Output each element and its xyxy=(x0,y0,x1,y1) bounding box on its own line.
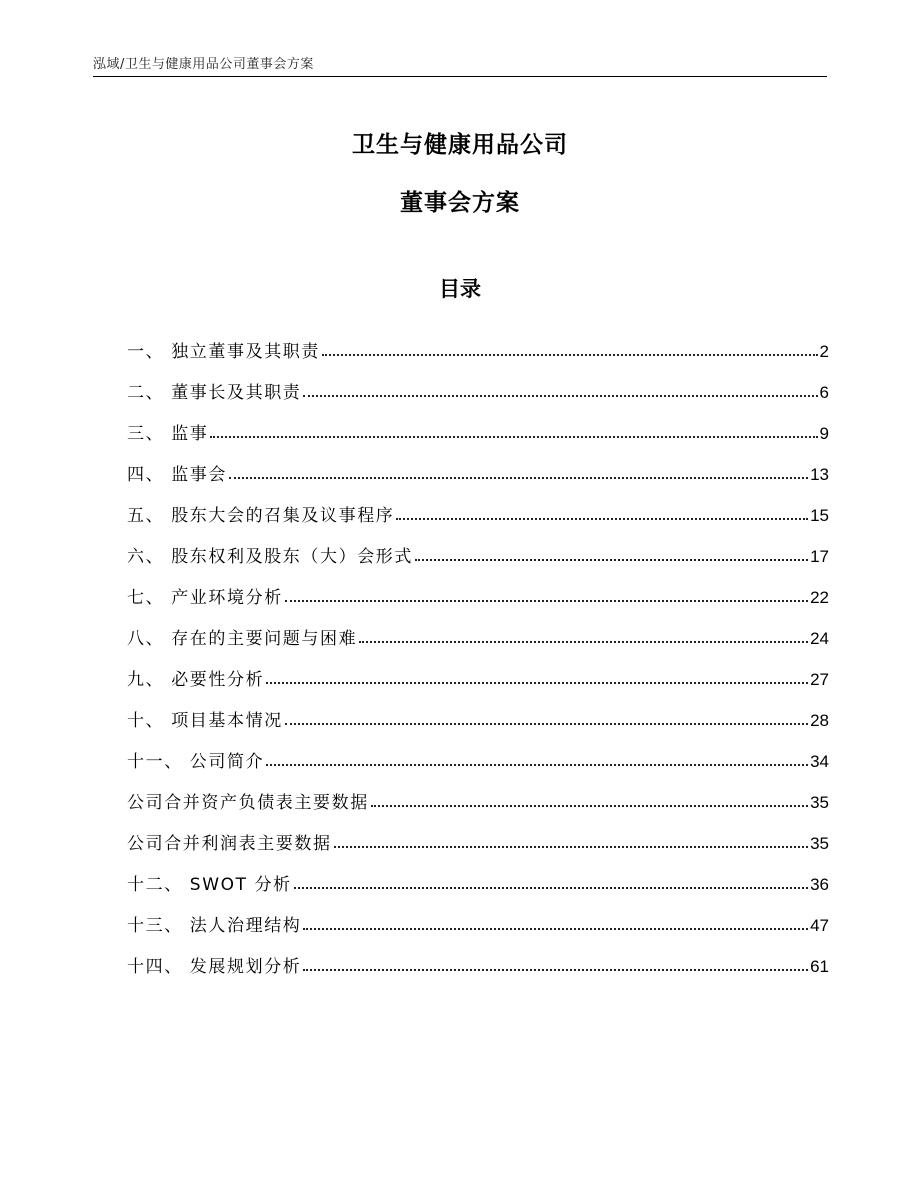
toc-leader-dots xyxy=(294,887,808,889)
toc-leader-dots xyxy=(415,559,808,561)
toc-entry-page: 28 xyxy=(810,711,829,730)
toc-entry-page: 47 xyxy=(810,916,829,935)
document-subtitle: 董事会方案 xyxy=(400,190,520,216)
toc-entry-page: 24 xyxy=(810,629,829,648)
toc-entry[interactable] xyxy=(127,690,829,731)
toc-entry[interactable] xyxy=(127,936,829,977)
toc-entry-page: 35 xyxy=(810,793,829,812)
toc-entry-label: 十一、 公司简介 xyxy=(127,752,265,772)
toc-entry[interactable] xyxy=(127,854,829,895)
toc-entry-label: 公司合并利润表主要数据 xyxy=(127,834,332,854)
toc-leader-dots xyxy=(303,969,808,971)
toc-leader-dots xyxy=(210,436,817,438)
toc-leader-dots xyxy=(285,723,808,725)
header-divider xyxy=(93,76,827,77)
toc-entry-label: 六、 股东权利及股东（大）会形式 xyxy=(127,547,414,567)
toc-entry[interactable] xyxy=(127,526,829,567)
table-of-contents xyxy=(127,321,829,977)
toc-leader-dots xyxy=(359,641,808,643)
toc-entry-label: 七、 产业环境分析 xyxy=(127,588,283,608)
toc-entry-label: 二、 董事长及其职责 xyxy=(127,383,302,403)
toc-leader-dots xyxy=(229,477,808,479)
toc-entry-page: 35 xyxy=(810,834,829,853)
toc-entry-page: 36 xyxy=(810,875,829,894)
toc-entry-label: 十、 项目基本情况 xyxy=(127,711,283,731)
toc-leader-dots xyxy=(303,395,817,397)
toc-entry[interactable] xyxy=(127,649,829,690)
toc-entry-page: 2 xyxy=(819,342,829,361)
toc-entry-page: 27 xyxy=(810,670,829,689)
toc-entry-label: 五、 股东大会的召集及议事程序 xyxy=(127,506,395,526)
toc-entry[interactable] xyxy=(127,731,829,772)
toc-leader-dots xyxy=(303,928,808,930)
document-title: 卫生与健康用品公司 xyxy=(352,132,568,158)
toc-entry[interactable] xyxy=(127,403,829,444)
toc-entry-label: 三、 监事 xyxy=(127,424,209,444)
toc-entry-label: 四、 监事会 xyxy=(127,465,228,485)
toc-entry-page: 9 xyxy=(819,424,829,443)
toc-leader-dots xyxy=(334,846,808,848)
toc-entry-page: 22 xyxy=(810,588,829,607)
toc-entry-page: 6 xyxy=(819,383,829,402)
toc-entry-label: 八、 存在的主要问题与困难 xyxy=(127,629,358,649)
toc-entry[interactable] xyxy=(127,813,829,854)
toc-entry-label: 十二、 SWOT 分析 xyxy=(127,875,292,895)
toc-entry-label: 十四、 发展规划分析 xyxy=(127,957,302,977)
toc-entry-page: 17 xyxy=(810,547,829,566)
toc-entry[interactable] xyxy=(127,895,829,936)
toc-entry-page: 34 xyxy=(810,752,829,771)
running-header: 泓域/卫生与健康用品公司董事会方案 xyxy=(93,57,314,72)
toc-entry[interactable] xyxy=(127,444,829,485)
toc-entry-label: 公司合并资产负债表主要数据 xyxy=(127,793,369,813)
toc-entry-page: 13 xyxy=(810,465,829,484)
toc-entry-page: 15 xyxy=(810,506,829,525)
toc-leader-dots xyxy=(285,600,808,602)
toc-leader-dots xyxy=(266,764,808,766)
toc-leader-dots xyxy=(266,682,808,684)
toc-entry-label: 一、 独立董事及其职责 xyxy=(127,342,321,362)
toc-entry[interactable] xyxy=(127,608,829,649)
toc-entry-label: 十三、 法人治理结构 xyxy=(127,916,302,936)
toc-leader-dots xyxy=(322,354,818,356)
toc-entry[interactable] xyxy=(127,321,829,362)
toc-leader-dots xyxy=(396,518,808,520)
toc-leader-dots xyxy=(371,805,808,807)
toc-heading: 目录 xyxy=(439,277,481,301)
toc-entry[interactable] xyxy=(127,772,829,813)
toc-entry[interactable] xyxy=(127,567,829,608)
toc-entry-page: 61 xyxy=(810,957,829,976)
toc-entry[interactable] xyxy=(127,362,829,403)
toc-entry[interactable] xyxy=(127,485,829,526)
toc-entry-label: 九、 必要性分析 xyxy=(127,670,265,690)
